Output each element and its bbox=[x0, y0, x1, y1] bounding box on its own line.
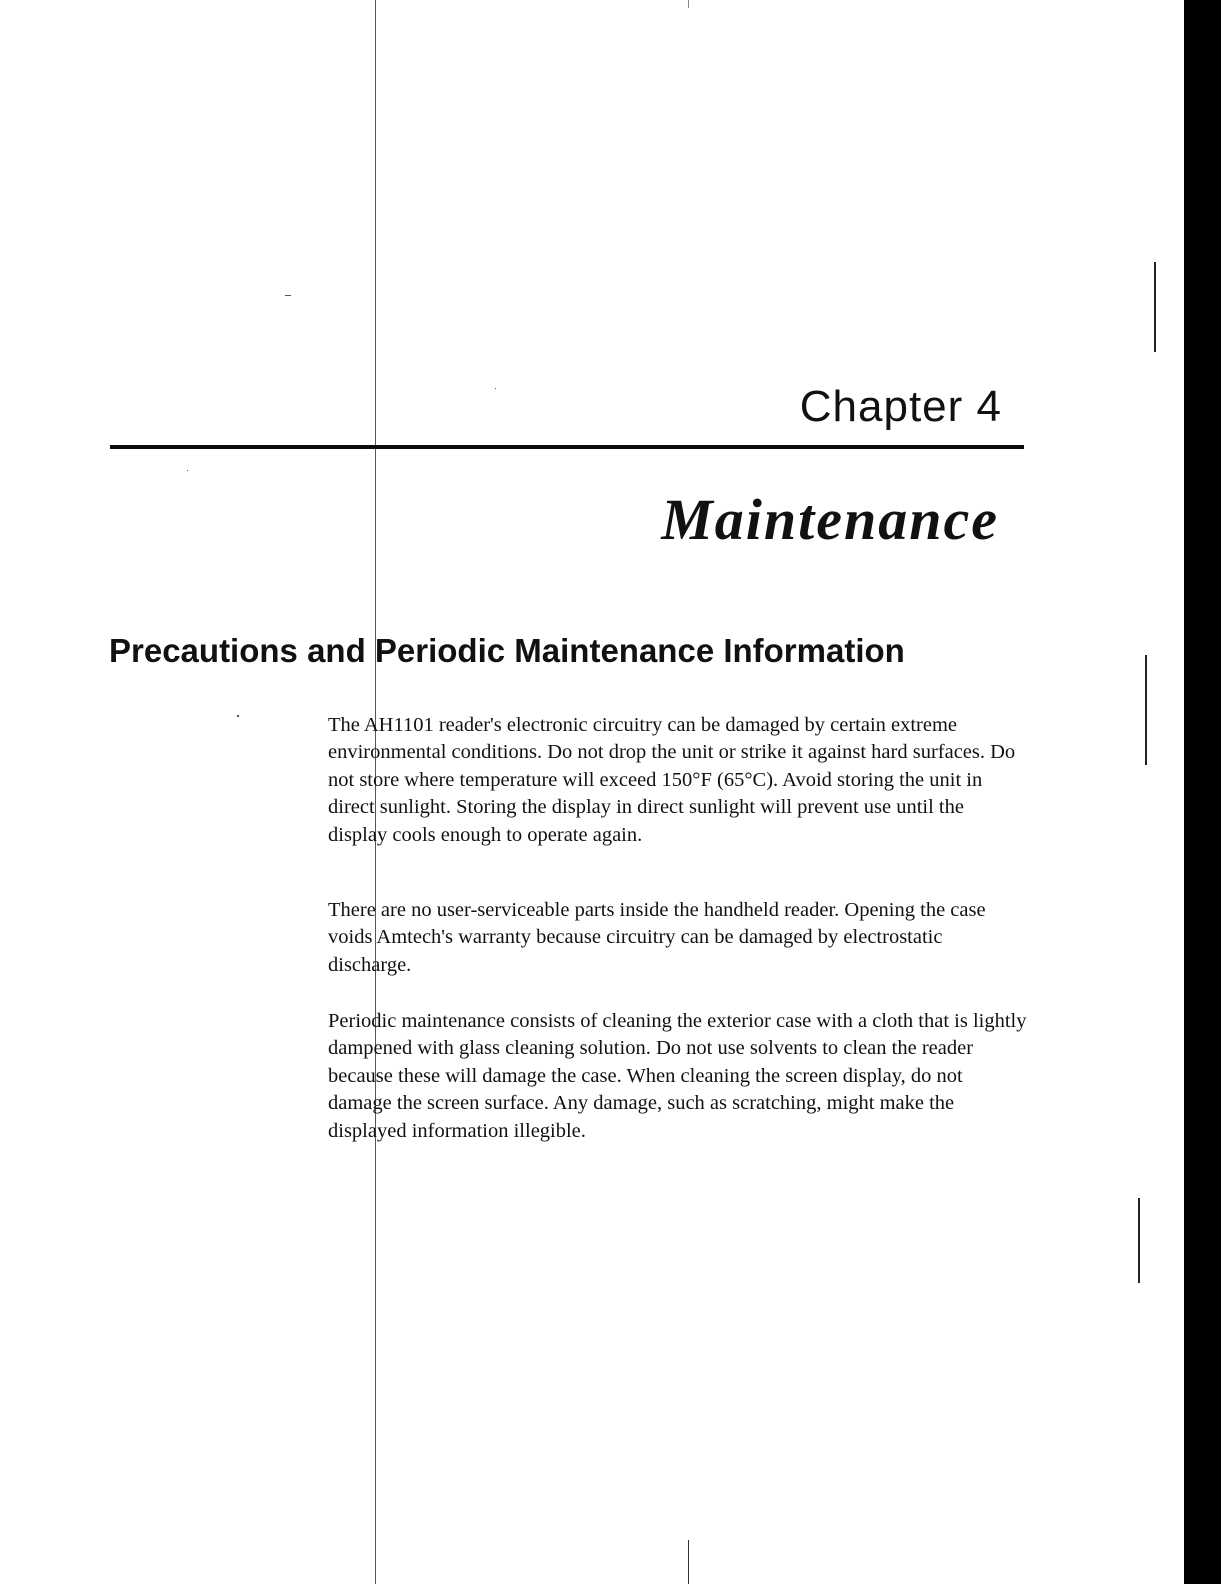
scan-speck bbox=[237, 715, 239, 717]
scan-bottom-mark bbox=[688, 1540, 689, 1584]
paragraph-warranty: There are no user-serviceable parts inside the handheld reader. Opening the case voids Amtech's warranty because circuitry can be damaged by electrostatic discharge. bbox=[328, 899, 986, 976]
scan-dark-edge bbox=[1184, 0, 1221, 1584]
scan-speck bbox=[285, 295, 291, 296]
scan-speck bbox=[187, 470, 188, 471]
margin-mark bbox=[1154, 262, 1156, 352]
paragraph-precautions: The AH1101 reader's electronic circuitry can be damaged by certain extreme environmental conditions. Do not drop the unit or strike it against hard surfaces. Do not store where temperature will exceed 150°F (65°C). Avoid storing the unit in direct sunlight. Storing the display in direct sunlight will prevent use until the display cools enough to operate again. bbox=[328, 714, 1016, 846]
scan-top-mark bbox=[688, 0, 689, 8]
scan-speck bbox=[495, 388, 496, 389]
chapter-rule bbox=[110, 445, 1024, 449]
chapter-title: Maintenance bbox=[661, 487, 999, 552]
margin-mark bbox=[1145, 655, 1147, 765]
section-heading: Precautions and Periodic Maintenance Information bbox=[109, 632, 905, 669]
chapter-label: Chapter 4 bbox=[799, 382, 1002, 431]
paragraph-cleaning: Periodic maintenance consists of cleaning the exterior case with a cloth that is lightly dampened with glass cleaning solution. Do not use solvents to clean the reader because these will damage the case. When cleaning the screen display, do not damage the screen surface. Any damage, such as scratching, might make the displayed information illegible. bbox=[328, 1010, 1027, 1142]
margin-mark bbox=[1138, 1198, 1140, 1283]
